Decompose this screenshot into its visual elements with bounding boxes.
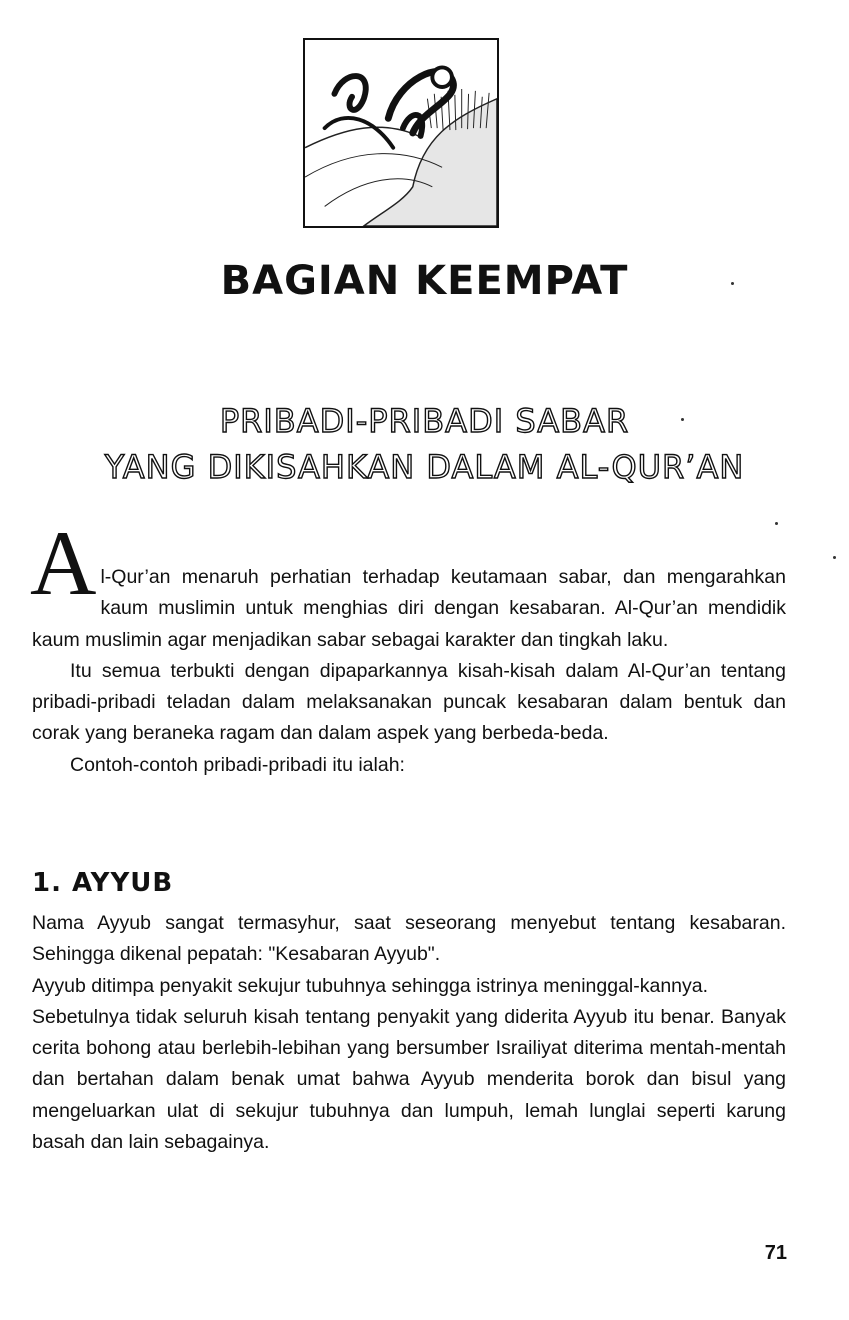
chapter-title-line-2: YANG DIKISAHKAN DALAM AL-QUR’AN bbox=[104, 448, 745, 486]
scan-speck bbox=[681, 418, 684, 421]
intro-paragraph-3: Contoh-contoh pribadi-pribadi itu ialah: bbox=[70, 753, 405, 776]
intro-paragraph-1 bbox=[30, 512, 786, 656]
section-text-ayyub bbox=[32, 908, 786, 1158]
scan-speck bbox=[833, 556, 836, 559]
section-heading-ayyub: 1. AYYUB bbox=[32, 868, 174, 898]
intro-text bbox=[30, 512, 786, 781]
intro-paragraph-1-text: l-Qur’an menaruh perhatian terhadap keutamaan sabar, dan mengarahkan kaum muslimin untuk menghias diri dengan kesabaran. Al-Qur’an mendidik kaum muslimin agar menjadikan sabar sebagai karakter dan tingkah laku. bbox=[32, 566, 786, 651]
scan-speck bbox=[775, 522, 778, 525]
section-paragraph-3: Sebetulnya tidak seluruh kisah tentang penyakit yang diderita Ayyub itu benar. Banyak cerita bohong atau berlebih-lebihan yang bersumber Israiliyat diterima mentah-mentah dan bertahan dalam benak umat bahwa Ayyub menderita borok dan bisul yang mengeluarkan ulat di sekujur tubuhnya dan lumpuh, lemah lunglai seperti karung basah dan lain sebagainya. bbox=[32, 1005, 786, 1154]
calligraphy-illustration bbox=[303, 38, 499, 228]
chapter-title bbox=[0, 398, 849, 490]
drop-cap: A bbox=[30, 512, 97, 614]
chapter-title-line-1: PRIBADI-PRIBADI SABAR bbox=[219, 402, 630, 440]
intro-paragraph-2: Itu semua terbukti dengan dipaparkannya kisah-kisah dalam Al-Qur’an tentang pribadi-pribadi teladan dalam melaksanakan puncak kesabaran dalam bentuk dan corak yang beraneka ragam dan dalam aspek yang berbeda-beda. bbox=[32, 659, 786, 745]
page-number: 71 bbox=[764, 1242, 787, 1264]
calligraphy-illustration-icon bbox=[305, 40, 497, 226]
section-paragraph-2: Ayyub ditimpa penyakit sekujur tubuhnya sehingga istrinya meninggal-kannya. bbox=[32, 974, 709, 997]
part-title: BAGIAN KEEMPAT bbox=[220, 258, 629, 304]
scan-speck bbox=[731, 282, 734, 285]
section-paragraph-1: Nama Ayyub sangat termasyhur, saat seseorang menyebut tentang kesabaran. Sehingga dikenal pepatah: "Kesabaran Ayyub". bbox=[32, 912, 786, 966]
